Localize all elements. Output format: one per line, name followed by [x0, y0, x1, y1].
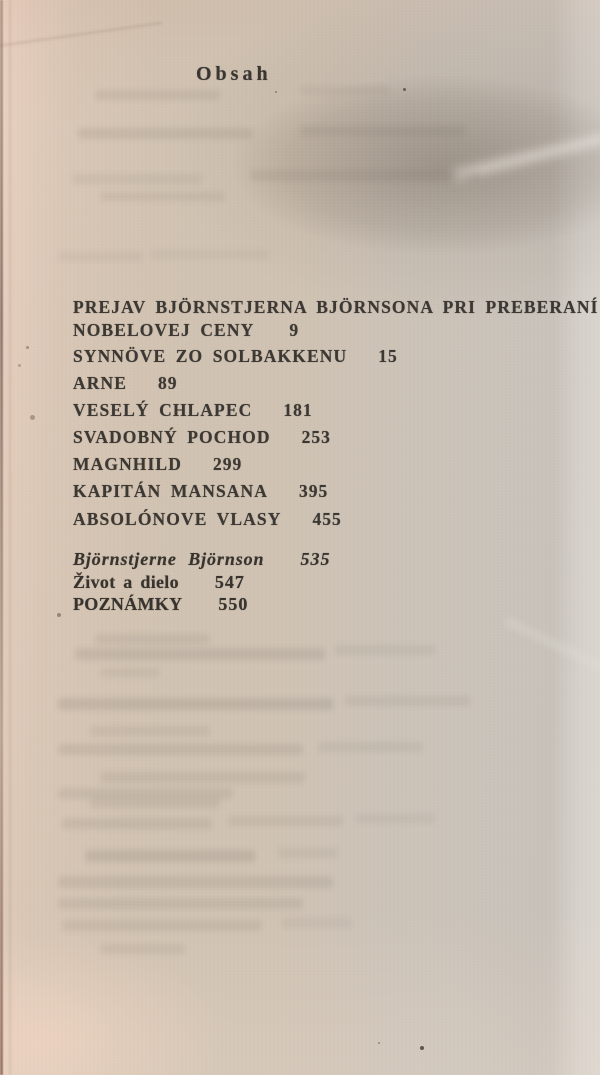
toc-entry-author — [73, 548, 330, 571]
bleedthrough-smudge — [300, 86, 390, 95]
toc-entry — [73, 453, 242, 476]
bleedthrough-smudge — [75, 648, 325, 660]
toc-entry-title: ARNE — [73, 373, 127, 393]
bleedthrough-smudge — [72, 174, 202, 184]
toc-entry-page: 535 — [300, 549, 331, 569]
toc-entry — [73, 480, 328, 503]
page-title: Obsah — [196, 63, 272, 85]
toc-entry-page: 253 — [301, 427, 331, 447]
toc-entry — [73, 296, 599, 341]
bleedthrough-smudge — [95, 634, 210, 644]
toc-entry-title: SYNNÖVE ZO SOLBAKKENU — [73, 346, 348, 366]
toc-entry — [73, 593, 248, 616]
toc-entry-page: 455 — [312, 509, 342, 529]
bleedthrough-smudge — [90, 726, 210, 736]
toc-entry-title: MAGNHILD — [73, 454, 182, 474]
paper-speck — [26, 346, 29, 349]
bleedthrough-smudge — [100, 192, 225, 201]
bleedthrough-smudge — [95, 90, 220, 100]
paper-speck — [420, 1046, 424, 1050]
bleedthrough-smudge — [58, 698, 333, 710]
bleedthrough-smudge — [58, 898, 303, 909]
bleedthrough-smudge — [85, 850, 255, 862]
toc-entry — [73, 372, 178, 395]
toc-entry — [73, 345, 398, 368]
toc-entry-title: SVADOBNÝ POCHOD — [73, 427, 271, 447]
toc-entry — [73, 508, 342, 531]
toc-entry-page: 9 — [289, 319, 300, 340]
bleedthrough-smudge — [355, 814, 435, 823]
bleedthrough-smudge — [150, 250, 270, 259]
bleedthrough-smudge — [62, 920, 262, 931]
toc-entry-title: PREJAV BJÖRNSTJERNA BJÖRNSONA PRI PREBERANÍ — [73, 297, 599, 317]
bleedthrough-smudge — [345, 696, 470, 706]
toc-entry-page: 89 — [158, 373, 178, 393]
bleedthrough-smudge — [100, 668, 160, 677]
bleedthrough-smudge — [278, 848, 338, 858]
bleedthrough-smudge — [62, 818, 212, 829]
toc-entry — [73, 571, 245, 594]
toc-entry-title-line2: NOBELOVEJ CENY — [73, 319, 255, 340]
toc-entry-title: POZNÁMKY — [73, 594, 183, 614]
bleedthrough-smudge — [100, 772, 305, 783]
bleedthrough-smudge — [250, 170, 480, 181]
bleedthrough-smudge — [58, 744, 303, 755]
paper-speck — [57, 613, 61, 617]
bleedthrough-smudge — [228, 816, 343, 826]
vertical-crease — [9, 0, 11, 1075]
toc-entry-page: 181 — [283, 400, 313, 420]
bleedthrough-smudge — [90, 798, 220, 808]
toc-entry-page: 550 — [218, 594, 249, 614]
bleedthrough-smudge — [58, 876, 333, 888]
paper-speck — [403, 88, 406, 91]
bleedthrough-smudge — [282, 918, 352, 928]
bleedthrough-smudge — [58, 252, 143, 261]
toc-entry — [73, 399, 313, 422]
toc-entry-title: KAPITÁN MANSANA — [73, 481, 269, 501]
bleedthrough-smudge — [300, 126, 465, 136]
bleedthrough-smudge — [78, 128, 253, 139]
toc-entry-page: 547 — [214, 572, 245, 592]
page-left-edge-shadow — [0, 0, 3, 1075]
bleedthrough-smudge — [318, 742, 423, 752]
bleedthrough-smudge — [100, 944, 185, 954]
toc-entry-page: 395 — [299, 481, 329, 501]
toc-entry-title: ABSOLÓNOVE VLASY — [73, 509, 282, 529]
paper-sheen-lower — [505, 618, 600, 678]
paper-speck — [30, 415, 35, 420]
toc-entry-title: Život a dielo — [73, 572, 179, 592]
bleedthrough-smudge — [335, 645, 435, 655]
paper-speck — [18, 364, 21, 367]
toc-entry-title: VESELÝ CHLAPEC — [73, 400, 253, 420]
top-left-crease — [0, 22, 162, 48]
paper-speck — [275, 91, 277, 93]
paper-speck — [378, 1042, 380, 1044]
toc-entry-page: 299 — [212, 454, 243, 474]
toc-entry-page: 15 — [378, 346, 398, 366]
toc-entry — [73, 426, 331, 449]
toc-entry-title: Björnstjerne Björnson — [73, 549, 265, 569]
